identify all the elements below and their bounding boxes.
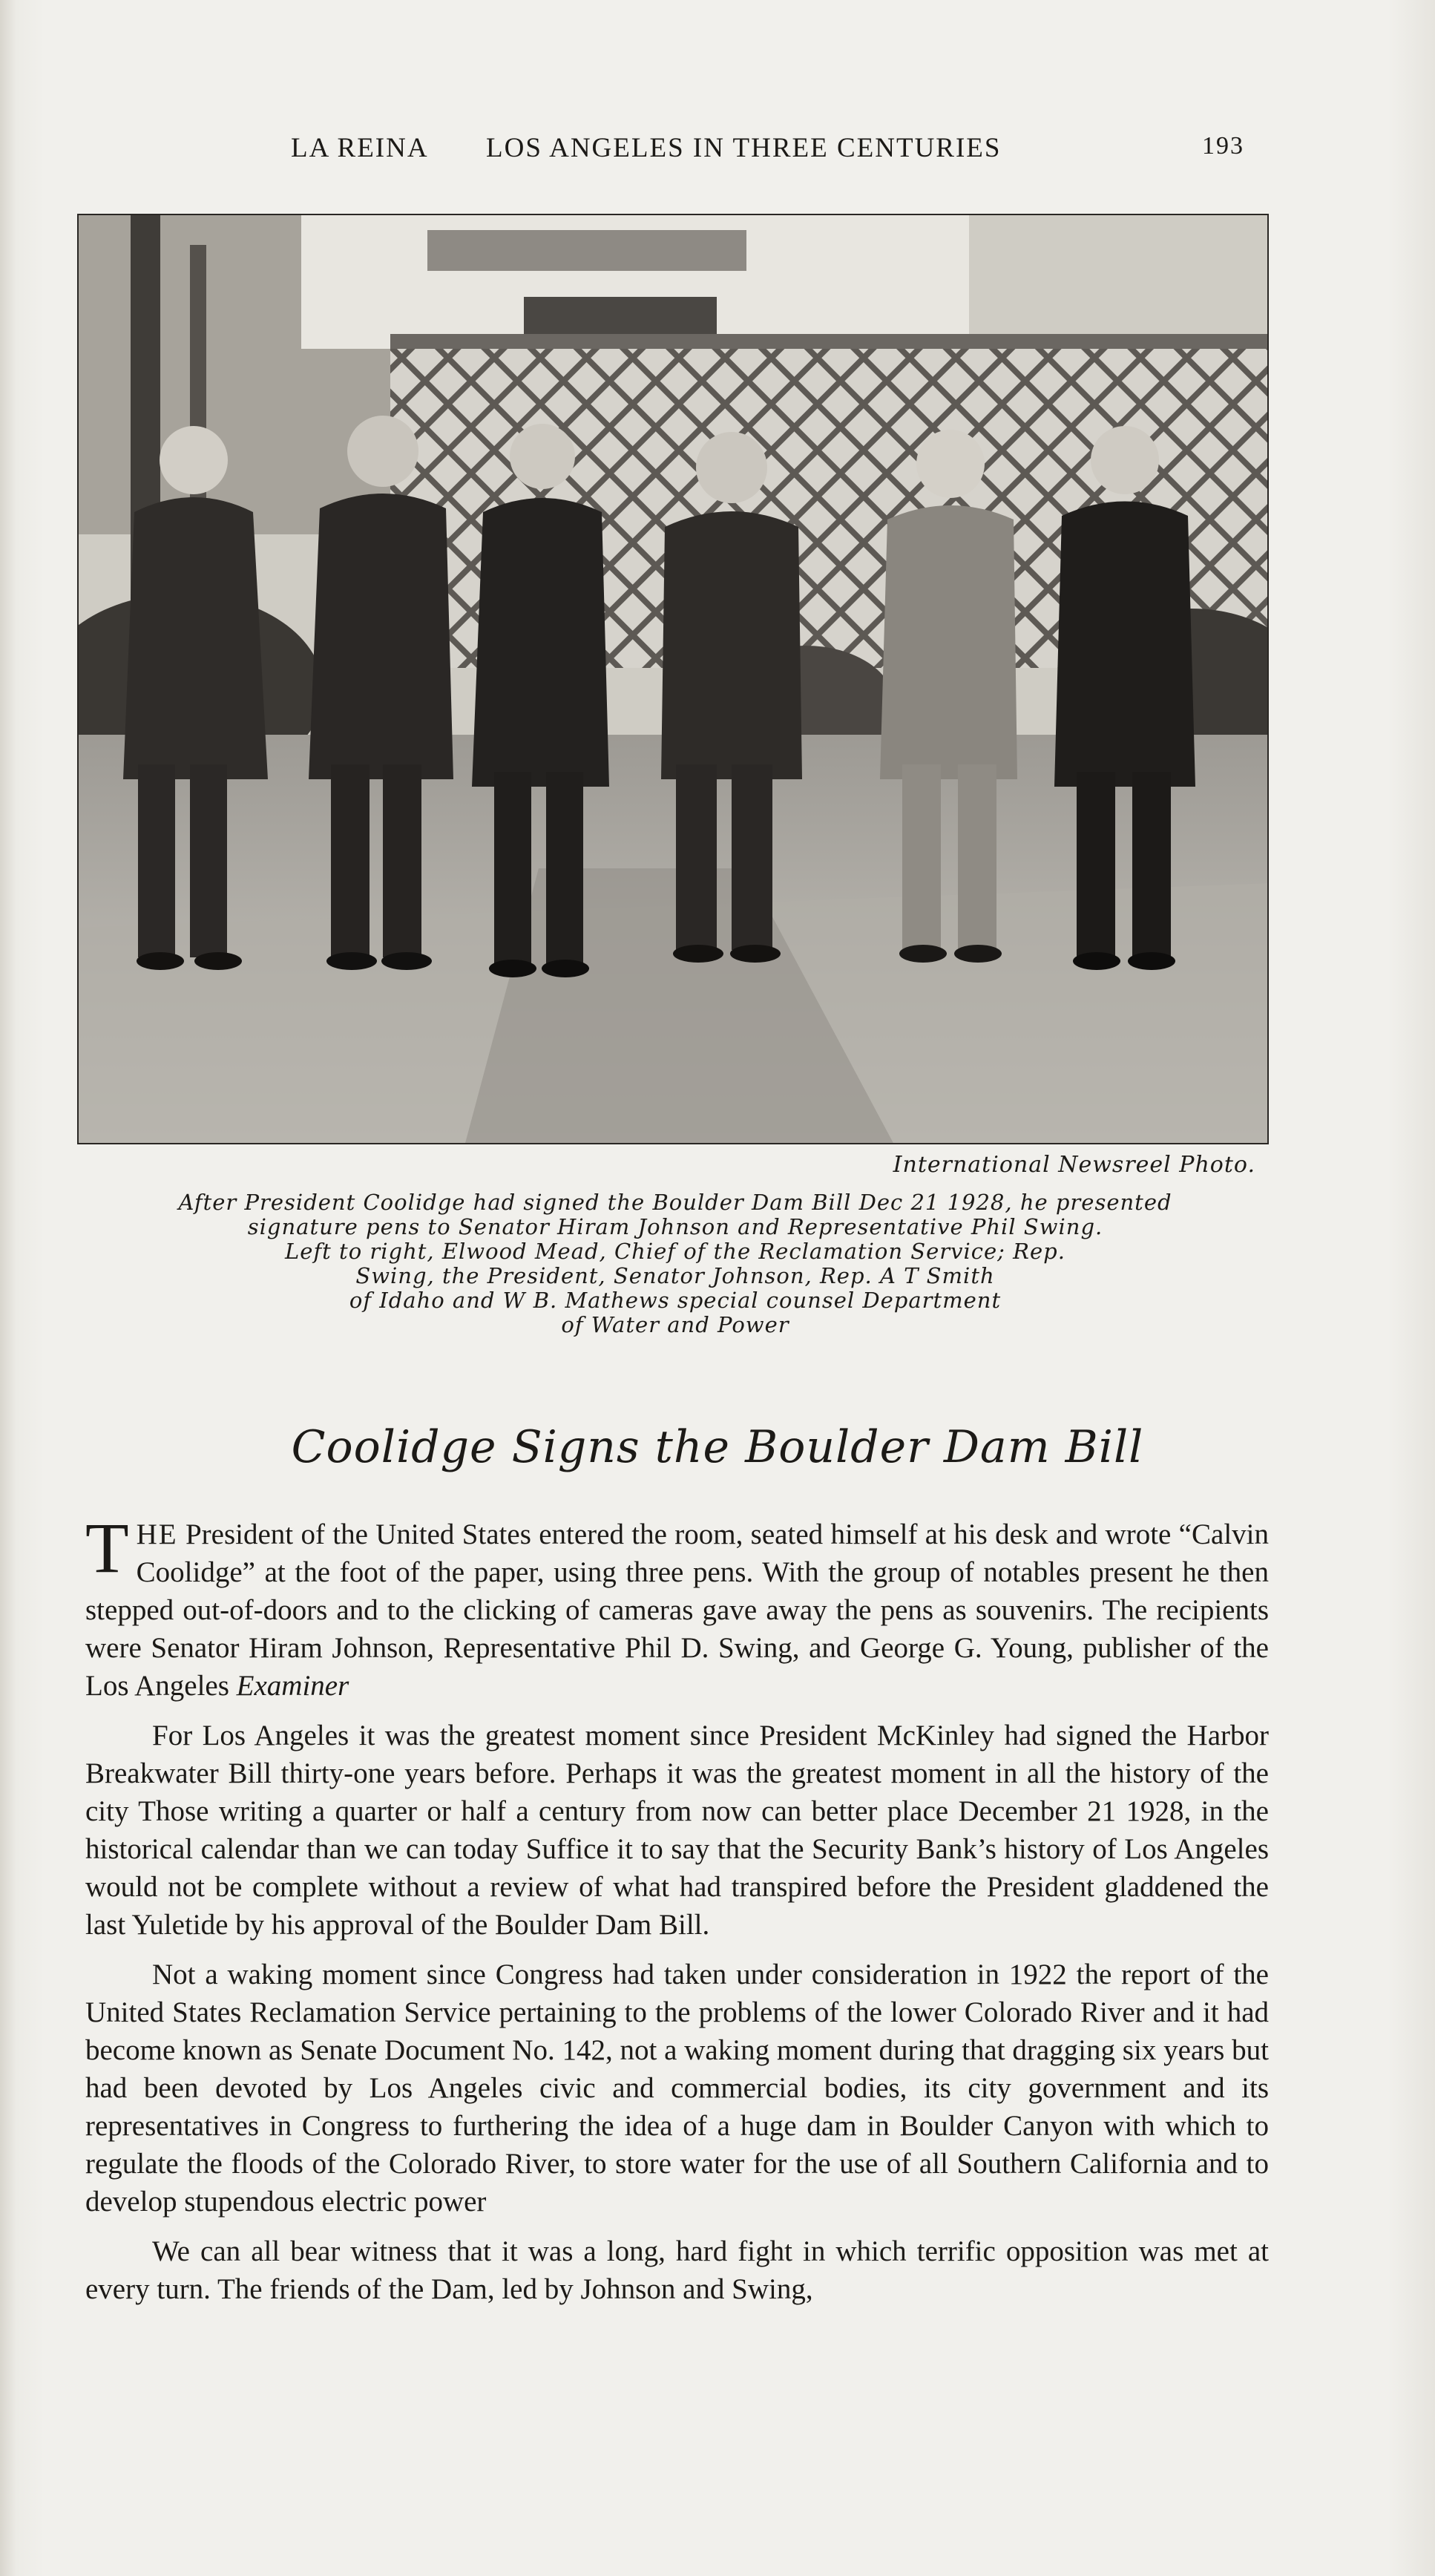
caption-line: signature pens to Senator Hiram Johnson and Representative Phil Swing. — [247, 1214, 1103, 1239]
newspaper-name: Examiner — [236, 1670, 349, 1702]
caption-line: of Idaho and W B. Mathews special counsel Department — [349, 1288, 1002, 1313]
drop-cap: T — [85, 1508, 129, 1587]
paragraph: We can all bear witness that it was a long, hard fight in which terrific opposition was met at every turn. The friends of the Dam, led by Johnson and Swing, — [85, 2235, 1269, 2305]
caption-line: Left to right, Elwood Mead, Chief of the Reclamation Service; Rep. — [285, 1239, 1065, 1264]
news-photo — [77, 214, 1269, 1144]
opening-word: HE — [136, 1518, 178, 1550]
photo-credit: International Newsreel Photo. — [893, 1152, 1255, 1178]
paragraph: Not a waking moment since Congress had taken under consideration in 1922 the report of the United States Reclamation Service pertaining to the problems of the lower Colorado River and it had become known as Senate Document No. 142, not a waking moment during that dragging six years but had been devoted by Los Angeles civic and commercial bodies, its city government and its representatives in Congress to furthering the idea of a huge dam in Boulder Canyon with which to regulate the floods of the Colorado River, to store water for the use of all Southern California and to develop stupendous electric power — [85, 1959, 1269, 2218]
caption-line: Swing, the President, Senator Johnson, Rep. A T Smith — [355, 1263, 995, 1288]
photo-caption — [96, 1190, 1254, 1337]
caption-line: After President Coolidge had signed the Boulder Dam Bill Dec 21 1928, he presented — [178, 1190, 1172, 1215]
running-head — [0, 132, 1435, 177]
caption-line: of Water and Power — [561, 1312, 789, 1337]
paragraph — [85, 1508, 1269, 1705]
paragraph: For Los Angeles it was the greatest moment since President McKinley had signed the Harbor Breakwater Bill thirty-one years before. Perhaps it was the greatest moment in all the history of the city Those writing a quarter or half a century from now can better place December 21 1928, in the historical calendar than we can today Suffice it to say that the Security Bank’s history of Los Angeles would not be complete without a review of what had transpired before the President gladdened the last Yuletide by his approval of the Boulder Dam Bill. — [85, 1720, 1269, 1941]
paragraph-text: President of the United States entered the room, seated himself at his desk and wrote “Calvin Coolidge” at the foot of the paper, using three pens. With the group of notables present he then stepped out-of-doors and to the clicking of cameras gave away the pens as souvenirs. The recipients were Senator Hiram Johnson, Representative Phil D. Swing, and George G. Young, publisher of the Los Angeles — [85, 1518, 1269, 1702]
photo-illustration — [79, 215, 1269, 1144]
page-number: 193 — [1202, 132, 1244, 160]
running-head-title: LOS ANGELES IN THREE CENTURIES — [486, 133, 1002, 163]
article-body — [85, 1508, 1269, 2320]
article-headline: Coolidge Signs the Boulder Dam Bill — [291, 1421, 1144, 1473]
running-head-left: LA REINA — [291, 133, 429, 163]
